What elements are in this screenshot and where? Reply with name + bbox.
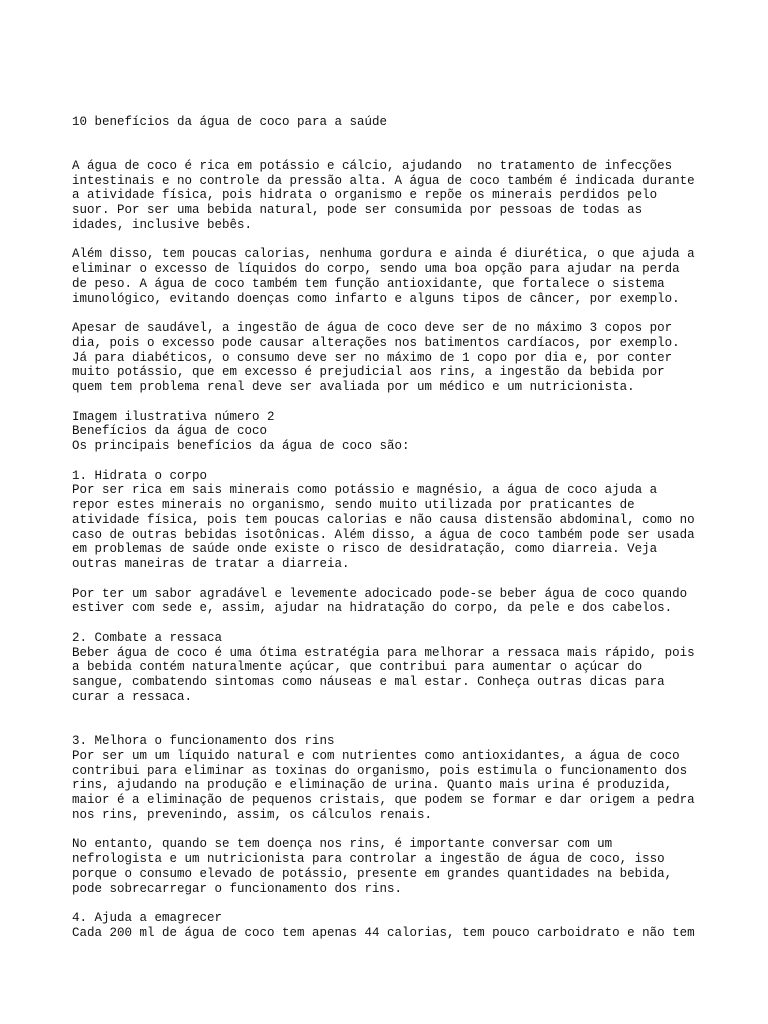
text-line: de peso. A água de coco também tem função antioxidante, que fortalece o sistema xyxy=(72,276,665,291)
text-line: Por ser rica em sais minerais como potássio e magnésio, a água de coco ajuda a xyxy=(72,483,658,498)
text-line: pode sobrecarregar o funcionamento dos rins. xyxy=(72,881,403,896)
text-line: 1. Hidrata o corpo xyxy=(72,468,208,483)
paragraph xyxy=(72,159,712,233)
text-line: 4. Ajuda a emagrecer xyxy=(72,911,223,925)
text-line: Os principais benefícios da água de coco são: xyxy=(72,439,410,453)
text-line: Benefícios da água de coco xyxy=(72,424,268,439)
paragraph xyxy=(72,469,712,572)
text-line: nos rins, prevenindo, assim, os cálculos renais. xyxy=(72,807,433,822)
text-line: Imagem ilustrativa número 2 xyxy=(72,409,275,424)
text-line: repor estes minerais no organismo, sendo muito utilizada por praticantes de xyxy=(72,498,635,512)
text-line: muito potássio, que em excesso é prejudicial aos rins, a ingestão da bebida por xyxy=(72,365,665,380)
text-line: No entanto, quando se tem doença nos rins, é importante conversar com um xyxy=(72,837,613,852)
paragraph xyxy=(72,631,712,705)
text-line: curar a ressaca. xyxy=(72,689,193,704)
document-title: 10 benefícios da água de coco para a saúde xyxy=(72,115,388,129)
text-line: suor. Por ser uma bebida natural, pode ser consumida por pessoas de todas as xyxy=(72,203,643,217)
text-line: Além disso, tem poucas calorias, nenhuma gordura e ainda é diurética, o que ajuda a xyxy=(72,247,695,262)
text-line: em problemas de saúde onde existe o risco de desidratação, como diarreia. Veja xyxy=(72,542,658,557)
text-line: A água de coco é rica em potássio e cálcio, ajudando no tratamento de infecções xyxy=(72,158,673,173)
text-line: atividade física, pois tem poucas calorias e não causa distensão abdominal, como no xyxy=(72,512,695,527)
text-line: 3. Melhora o funcionamento dos rins xyxy=(72,734,335,748)
paragraph xyxy=(72,734,712,823)
text-line: intestinais e no controle da pressão alta. A água de coco também é indicada durante xyxy=(72,173,695,188)
text-line: Por ser um um líquido natural e com nutrientes como antioxidantes, a água de coco xyxy=(72,748,680,763)
text-line: estiver com sede e, assim, ajudar na hidratação do corpo, da pele e dos cabelos. xyxy=(72,601,673,616)
document-page xyxy=(72,115,712,955)
text-line: Cada 200 ml de água de coco tem apenas 44 calorias, tem pouco carboidrato e não tem xyxy=(72,925,695,940)
text-line: Por ter um sabor agradável e levemente adocicado pode-se beber água de coco quando xyxy=(72,586,688,601)
text-line: Apesar de saudável, a ingestão de água de coco deve ser de no máximo 3 copos por xyxy=(72,321,673,335)
text-line: contribui para eliminar as toxinas do organismo, pois estimula o funcionamento dos xyxy=(72,763,688,778)
text-line: caso de outras bebidas isotônicas. Além disso, a água de coco também pode ser usada xyxy=(72,527,695,542)
text-line: porque o consumo elevado de potássio, presente em grandes quantidades na bebida, xyxy=(72,866,673,881)
text-line: rins, ajudando na produção e eliminação de urina. Quanto mais urina é produzida, xyxy=(72,778,673,793)
text-line: eliminar o excesso de líquidos do corpo, sendo uma boa opção para ajudar na perda xyxy=(72,262,680,276)
paragraph xyxy=(72,911,712,941)
paragraph xyxy=(72,321,712,395)
text-line: 2. Combate a ressaca xyxy=(72,630,223,645)
text-line: Já para diabéticos, o consumo deve ser no máximo de 1 copo por dia e, por conter xyxy=(72,350,673,365)
text-line: maior é a eliminação de pequenos cristais, que podem se formar e dar origem a pedra xyxy=(72,793,695,807)
paragraph xyxy=(72,587,712,617)
text-line: quem tem problema renal deve ser avaliada por um médico e um nutricionista. xyxy=(72,380,635,394)
text-line: a bebida contém naturalmente açúcar, que contribui para aumentar o açúcar do xyxy=(72,660,643,675)
text-line: dia, pois o excesso pode causar alterações nos batimentos cardíacos, por exemplo. xyxy=(72,335,680,350)
text-line: sangue, combatendo sintomas como náuseas e mal estar. Conheça outras dicas para xyxy=(72,675,665,689)
paragraph xyxy=(72,410,712,454)
paragraph xyxy=(72,247,712,306)
text-line: idades, inclusive bebês. xyxy=(72,217,253,232)
text-line: a atividade física, pois hidrata o organismo e repõe os minerais perdidos pelo xyxy=(72,188,658,203)
document-body xyxy=(72,159,712,941)
text-line: outras maneiras de tratar a diarreia. xyxy=(72,557,350,571)
paragraph xyxy=(72,837,712,896)
text-line: nefrologista e um nutricionista para controlar a ingestão de água de coco, isso xyxy=(72,852,665,866)
text-line: Beber água de coco é uma ótima estratégia para melhorar a ressaca mais rápido, pois xyxy=(72,645,695,660)
text-line: imunológico, evitando doenças como infarto e alguns tipos de câncer, por exemplo. xyxy=(72,291,680,306)
